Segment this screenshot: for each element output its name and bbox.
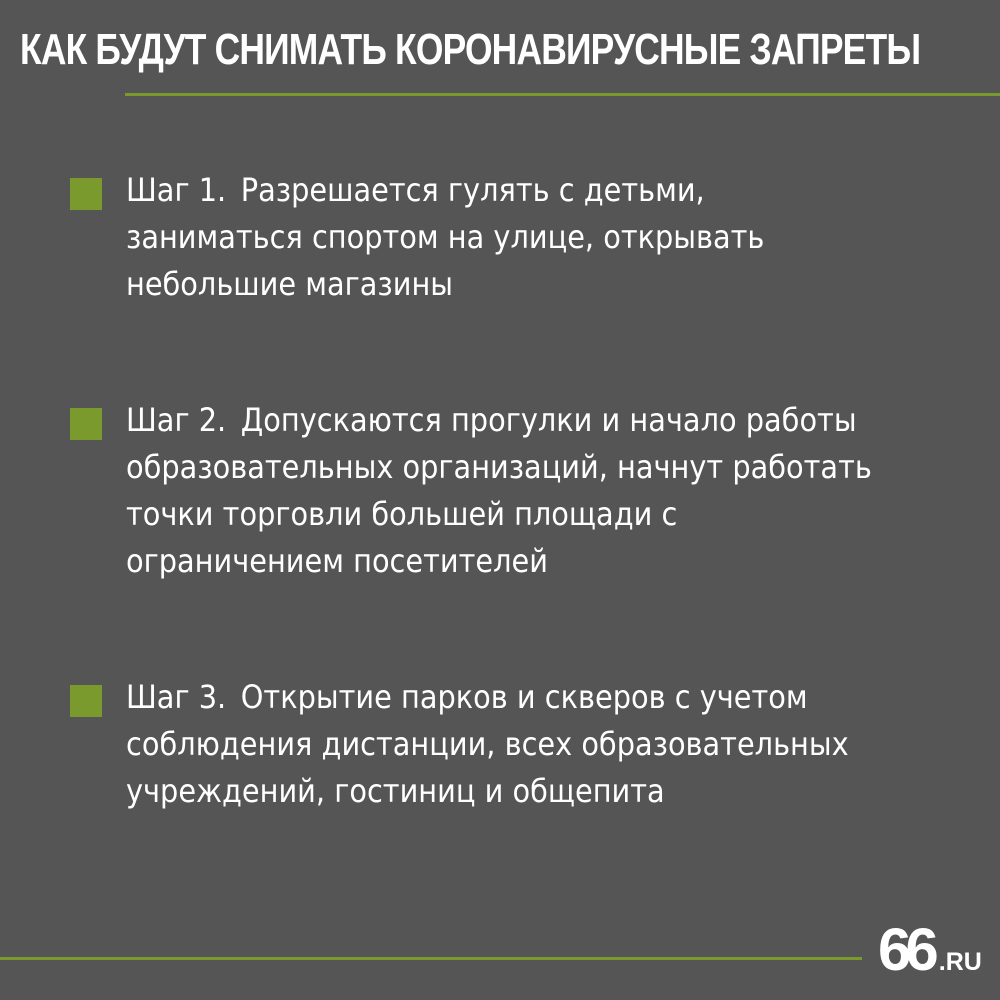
step-line	[126, 167, 891, 214]
step-line-text: Допускаются прогулки и начало работы	[240, 401, 857, 439]
square-bullet-icon	[70, 178, 102, 210]
step-line: точки торговли большей площади с	[126, 495, 678, 533]
footer-divider	[0, 957, 862, 960]
step-line: учреждений, гостиниц и общепита	[126, 772, 665, 810]
step-text	[126, 674, 976, 815]
square-bullet-icon	[70, 408, 102, 440]
step-line-text: Открытие парков и скверов с учетом	[240, 678, 808, 716]
step-line: заниматься спортом на улице, открывать	[126, 218, 765, 256]
step-line	[126, 674, 891, 721]
step-label: Шаг 1.	[126, 171, 227, 209]
logo-number: 66	[878, 916, 933, 983]
step-label: Шаг 3.	[126, 678, 227, 716]
step-line: образовательных организаций, начнут работать	[126, 448, 872, 486]
logo-suffix: .RU	[938, 948, 982, 976]
site-logo	[878, 916, 982, 983]
page-title: КАК БУДУТ СНИМАТЬ КОРОНАВИРУСНЫЕ ЗАПРЕТЫ	[20, 25, 921, 74]
square-bullet-icon	[70, 685, 102, 717]
title-divider	[125, 93, 1000, 96]
step-line: ограничением посетителей	[126, 542, 548, 580]
step-text	[126, 167, 976, 308]
step-line	[126, 397, 891, 444]
step-line-text: Разрешается гулять с детьми,	[240, 171, 705, 209]
step-text	[126, 397, 976, 585]
step-line: соблюдения дистанции, всех образовательных	[126, 725, 849, 763]
step-line: небольшие магазины	[126, 265, 454, 303]
step-label: Шаг 2.	[126, 401, 227, 439]
